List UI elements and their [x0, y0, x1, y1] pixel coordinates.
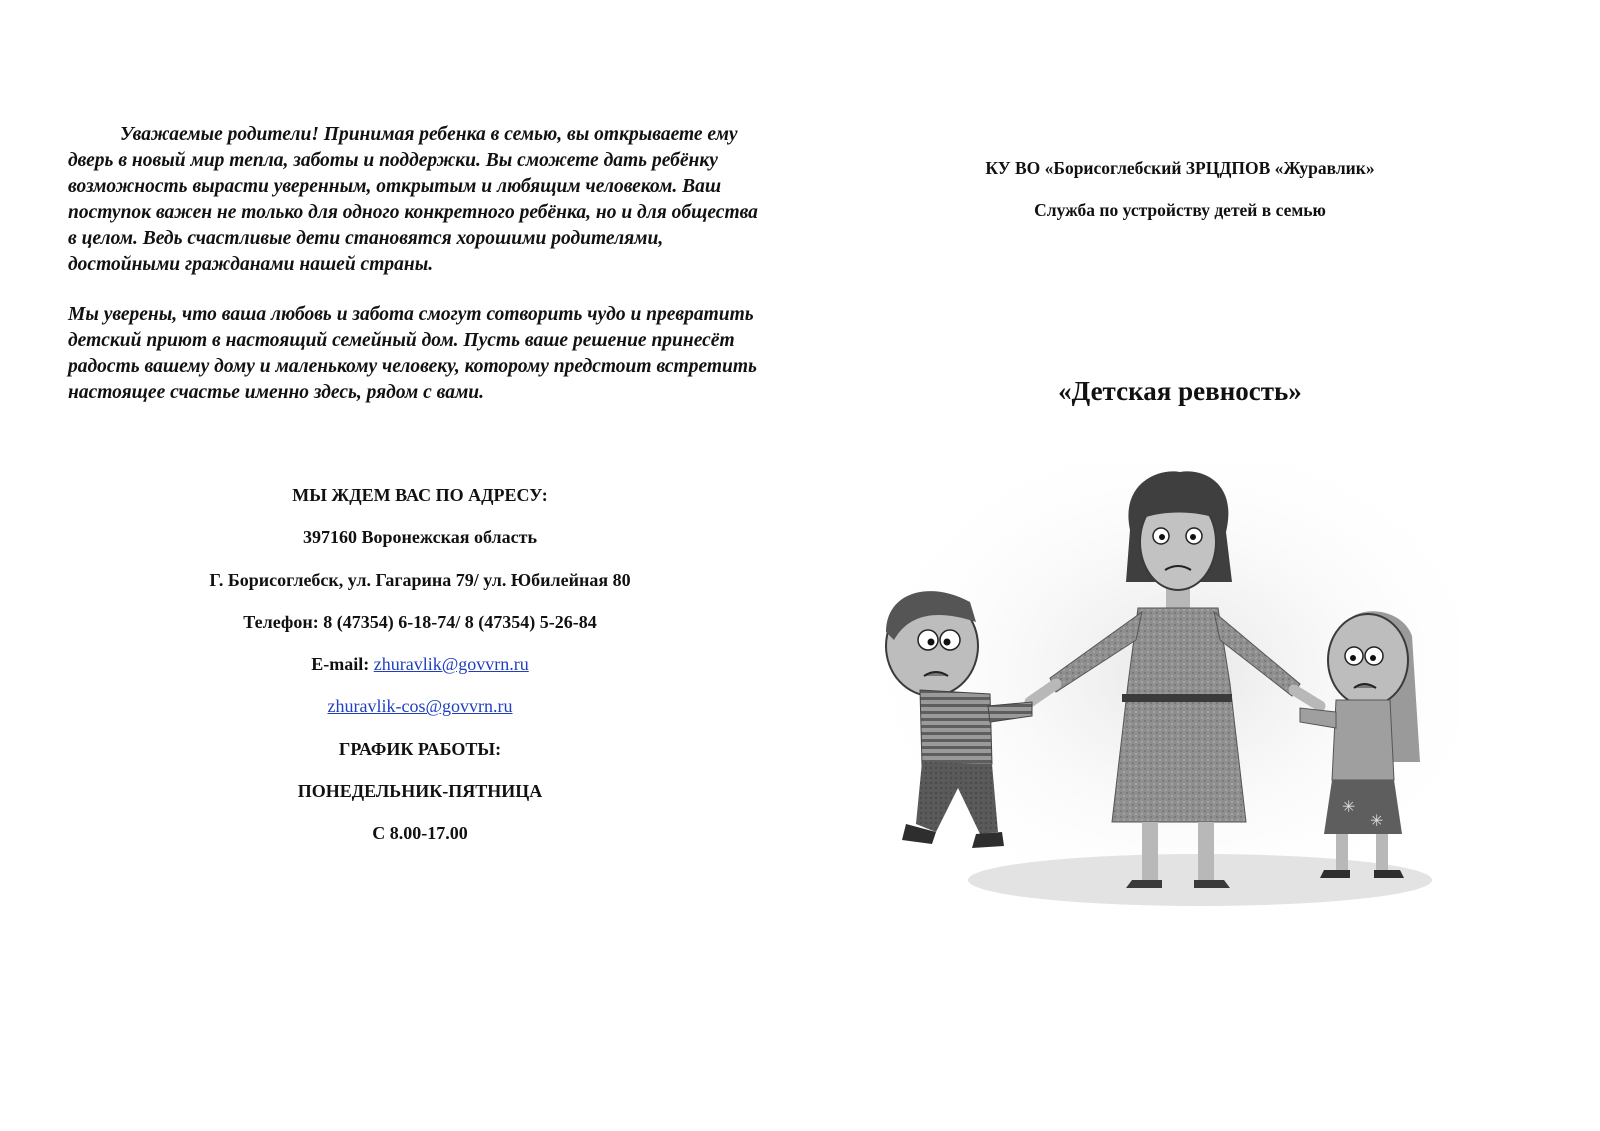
schedule-heading: ГРАФИК РАБОТЫ: [338, 738, 502, 759]
schedule-days: ПОНЕДЕЛЬНИК-ПЯТНИЦА [297, 781, 543, 802]
service-name: Служба по устройству детей в семью [1034, 200, 1326, 220]
intro-paragraph-1-text: Уважаемые родители! Принимая ребенка в семью, вы открываете ему дверь в новый мир тепла, заботы и поддержки. Вы сможете дать ребёнку возможность вырасти уверенным, открытым и любящим человеком. Ваш поступок важен не только для одного конкретного ребёнка, но и для общества в целом. Ведь счастливые дети становятся хорошими родителями, достойными гражданами нашей страны. [68, 124, 758, 275]
intro-paragraph-1 [68, 122, 768, 278]
family-jealousy-illustration [880, 462, 1460, 922]
organization-name: КУ ВО «Борисоглебский ЗРЦДПОВ «Журавлик» [985, 158, 1375, 178]
email-label: E-mail: [311, 654, 374, 675]
document-title: «Детская ревность» [1058, 376, 1302, 406]
email-line [40, 653, 800, 695]
address-street: Г. Борисоглебск, ул. Гагарина 79/ ул. Юбилейная 80 [209, 569, 631, 590]
schedule-hours: С 8.00-17.00 [372, 823, 468, 844]
contact-block [40, 484, 800, 865]
intro-text [68, 122, 768, 406]
svg-text:✳: ✳ [1342, 799, 1356, 816]
intro-paragraph-2: Мы уверены, что ваша любовь и забота смогут сотворить чудо и превратить детский приют в настоящий семейный дом. Пусть ваше решение принесёт радость вашему дому и маленькому человеку, которому предстоит встретить настоящее счастье именно здесь, рядом с вами. [68, 304, 757, 403]
email-link-primary[interactable]: zhuravlik@govvrn.ru [373, 654, 529, 675]
svg-text:✳: ✳ [1370, 813, 1384, 830]
address-heading: МЫ ЖДЕМ ВАС ПО АДРЕСУ: [292, 485, 548, 505]
email-link-secondary[interactable]: zhuravlik-cos@govvrn.ru [327, 696, 513, 717]
address-region: 397160 Воронежская область [303, 527, 537, 548]
phone-numbers: Телефон: 8 (47354) 6-18-74/ 8 (47354) 5-26-84 [243, 611, 597, 632]
email-line-secondary [40, 695, 800, 737]
